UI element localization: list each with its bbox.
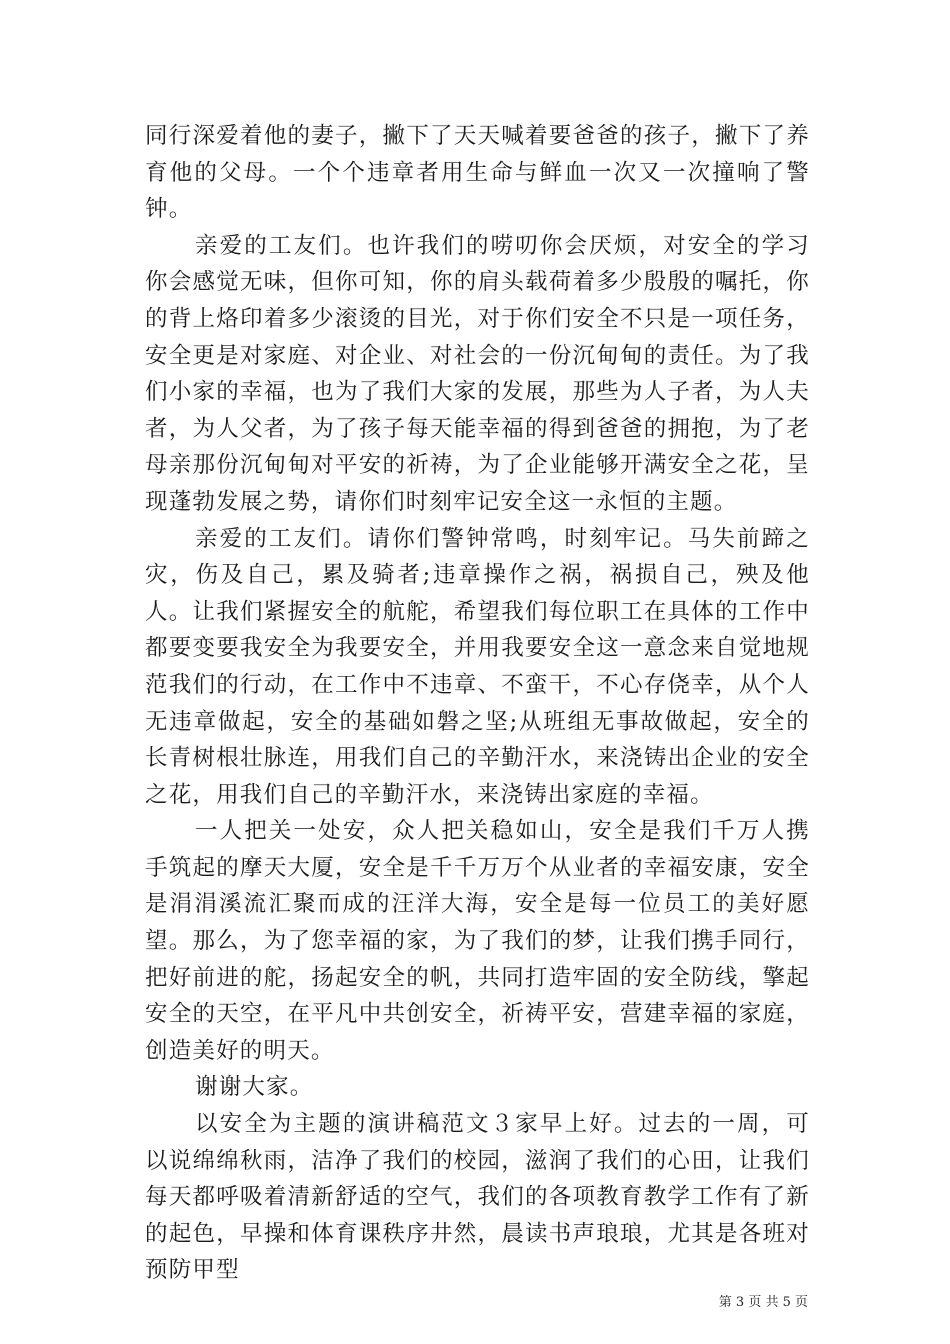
paragraph-safety-everyone: 一人把关一处安，众人把关稳如山，安全是我们千万人携手筑起的摩天大厦，安全是千千万万个从业者的幸福安康，安全是涓涓溪流汇聚而成的汪洋大海，安全是每一位员工的美好愿望。那么，为了您幸福的家，为了我们的梦，让我们携手同行，把好前进的舵，扬起安全的帆，共同打造牢固的安全防线，擎起安全的天空，在平凡中共创安全，祈祷平安，营建幸福的家庭，创造美好的明天。 <box>145 818 810 1064</box>
page-number-footer: 第 3 页 共 5 页 <box>718 1295 808 1310</box>
paragraph-thanks: 谢谢大家。 <box>195 1074 314 1101</box>
paragraph-workers-responsibility: 亲爱的工友们。也许我们的唠叨你会厌烦，对安全的学习你会感觉无味，但你可知，你的肩头载荷着多少殷殷的嘱托，你的背上烙印着多少滚烫的目光，对于你们安全不只是一项任务，安全更是对家庭、对企业、对社会的一份沉甸甸的责任。为了我们小家的幸福，也为了我们大家的发展，那些为人子者，为人夫者，为人父者，为了孩子每天能幸福的得到爸爸的拥抱，为了老母亲那份沉甸甸对平安的祈祷，为了企业能够开满安全之花，呈现蓬勃发展之势，请你们时刻牢记安全这一永恒的主题。 <box>145 232 810 515</box>
paragraph-speech-example-3: 以安全为主题的演讲稿范文３家早上好。过去的一周，可以说绵绵秋雨，洁净了我们的校园，滋润了我们的心田，让我们每天都呼吸着清新舒适的空气，我们的各项教育教学工作有了新的起色，早操和体育课秩序井然，晨读书声琅琅，尤其是各班对预防甲型 <box>145 1111 810 1284</box>
paragraph-workers-alarm: 亲爱的工友们。请你们警钟常鸣，时刻牢记。马失前蹄之灾，伤及自己，累及骑者;违章操作之祸，祸损自己，殃及他人。让我们紧握安全的航舵，希望我们每位职工在具体的工作中都要变要我安全为我要安全，并用我要安全这一意念来自觉地规范我们的行动，在工作中不违章、不蛮干，不心存侥幸，从个人无违章做起，安全的基础如磐之坚;从班组无事故做起，安全的长青树根壮脉连，用我们自己的辛勤汗水，来浇铸出企业的安全之花，用我们自己的辛勤汗水，来浇铸出家庭的幸福。 <box>145 525 810 808</box>
document-body <box>145 118 810 1289</box>
paragraph-continuation: 同行深爱着他的妻子，撇下了天天喊着要爸爸的孩子，撇下了养育他的父母。一个个违章者用生命与鲜血一次又一次撞响了警钟。 <box>145 123 810 223</box>
